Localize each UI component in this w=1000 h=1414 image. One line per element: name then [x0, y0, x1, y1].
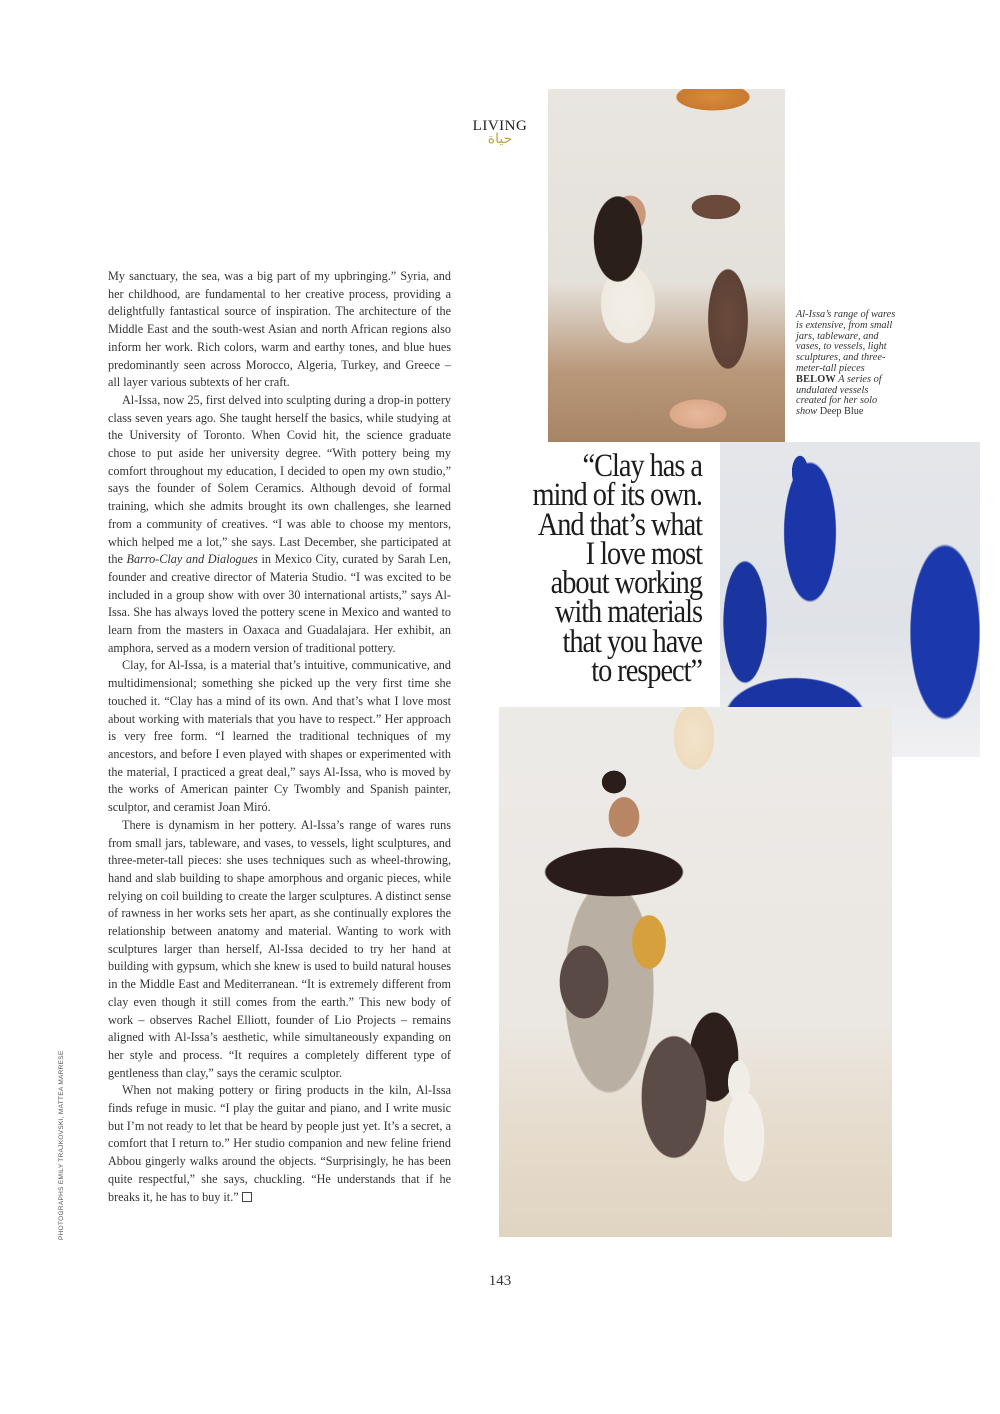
paragraph-5 [108, 1082, 451, 1206]
paragraph-2-head: Al-Issa, now 25, first delved into sculpting during a drop-in pottery class seven years ago. She taught herself the basics, while studying at the University of Toronto. When Covid hit, the science graduate chose to put aside her university degree. “With pottery being my comfort throughout my education, I decided to open my own studio,” says the founder of Solem Ceramics. Although devoid of formal training, which she admits brought its own challenges, she learned from a community of creatives. “I was able to choose my mentors, which helped me a lot,” she says. Last December, she participated at the [108, 392, 451, 567]
photo-portrait [499, 707, 892, 1237]
photo-studio [548, 89, 785, 442]
pull-quote-line: with materials [554, 594, 702, 631]
paragraph-3: Clay, for Al-Issa, is a material that’s intuitive, communicative, and multidimensional; something she picked up the very first time she touched it. “Clay has a mind of its own. And that’s what I love most about working with materials that you have to respect.” Her approach is very free form. “I learned the traditional techniques of my ancestors, and before I even played with shapes or experimented with the material, I practiced a great deal,” says Al-Issa, who is moved by the works of American painter Cy Twombly and Spanish painter, sculptor, and ceramist Joan Miró. [108, 658, 451, 815]
caption-show-title: Deep Blue [819, 406, 864, 418]
pull-quote-line: And that’s what [537, 506, 702, 543]
paragraph-5-text: When not making pottery or firing products in the kiln, Al-Issa finds refuge in music. “I play the guitar and piano, and I write music but I’m not ready to let that be heard by people just yet. It’s a secret, a comfort that I return to.” Her studio companion and new feline friend Abbou gingerly walks around the objects. “Surprisingly, he has been quite respectful,” she says, chuckling. “He understands that if he breaks it, he has to buy it.” [108, 1083, 451, 1204]
pull-quote-line: mind of its own. [532, 477, 702, 514]
pull-quote-line: “Clay has a [582, 448, 702, 484]
page-number: 143 [488, 1273, 512, 1289]
paragraph-2 [108, 392, 451, 658]
pull-quote-line: about working [550, 565, 702, 602]
article-body [108, 268, 451, 1206]
pull-quote [520, 448, 702, 690]
paragraph-4: There is dynamism in her pottery. Al-Issa’s range of wares runs from small jars, tableware, and vases, to vessels, light sculptures, and three-meter-tall pieces: she uses techniques such as wheel-throwing, hand and slab building to shape amorphous and organic pieces, while relying on coil building to create the larger sculptures. A distinct sense of rawness in her works sets her apart, as she continually explores the relationship between anatomy and material. Wanting to work with sculptures larger than herself, Al-Issa decided to try her hand at building with gypsum, which she knew is used to build natural houses in the Middle East and Mediterranean. “It is extremely different from clay even though it still comes from the earth.” This new body of work – observes Rachel Elliott, founder of Lio Projects – remains aligned with Al-Issa’s aesthetic, while simultaneously expanding on her style and process. “It requires a completely different type of gentleness than clay,” says the ceramic sculptor. [108, 817, 451, 1080]
section-tag [470, 118, 530, 146]
photo-credit: PHOTOGRAPHS EMILY TRAJKOVSKI, MATTEA MARRESE [58, 1050, 65, 1240]
caption-below-text: A series of undulated vessels created for her solo show [796, 373, 882, 418]
caption-text: Al-Issa’s range of wares is extensive, from small jars, tableware, and vases, to vessels, light sculptures, and three-meter-tall pieces [796, 309, 896, 374]
section-label-en: LIVING [472, 118, 528, 134]
exhibition-title: Barro-Clay and Dialogues [126, 552, 258, 567]
photo-caption [796, 310, 900, 418]
paragraph-1: My sanctuary, the sea, was a big part of my upbringing.” Syria, and her childhood, are fundamental to her creative process, providing a delightfully fantastical source of inspiration. The architecture of the Middle East and the south-west Asian and north African regions also inform her work. Rich colors, warm and earthy tones, and blue hues predominantly seen across Morocco, Algeria, Turkey, and Greece – all layer various subtexts of her craft. [108, 269, 451, 390]
section-label-ar: حياة [487, 131, 513, 147]
pull-quote-line: to respect” [591, 653, 702, 690]
end-mark-icon [242, 1192, 252, 1202]
caption-below-label: BELOW [796, 373, 836, 385]
paragraph-2-tail: in Mexico City, curated by Sarah Len, founder and creative director of Materia Studio. “I was excited to be included in a group show with over 30 international artists,” says Al-Issa. She has always loved the pottery scene in Mexico and wanted to learn from the masters in Oaxaca and Guadalajara. Her exhibit, an amphora, served as a modern version of traditional pottery. [108, 552, 452, 655]
pull-quote-line: that you have [562, 623, 702, 660]
pull-quote-line: I love most [585, 535, 702, 572]
